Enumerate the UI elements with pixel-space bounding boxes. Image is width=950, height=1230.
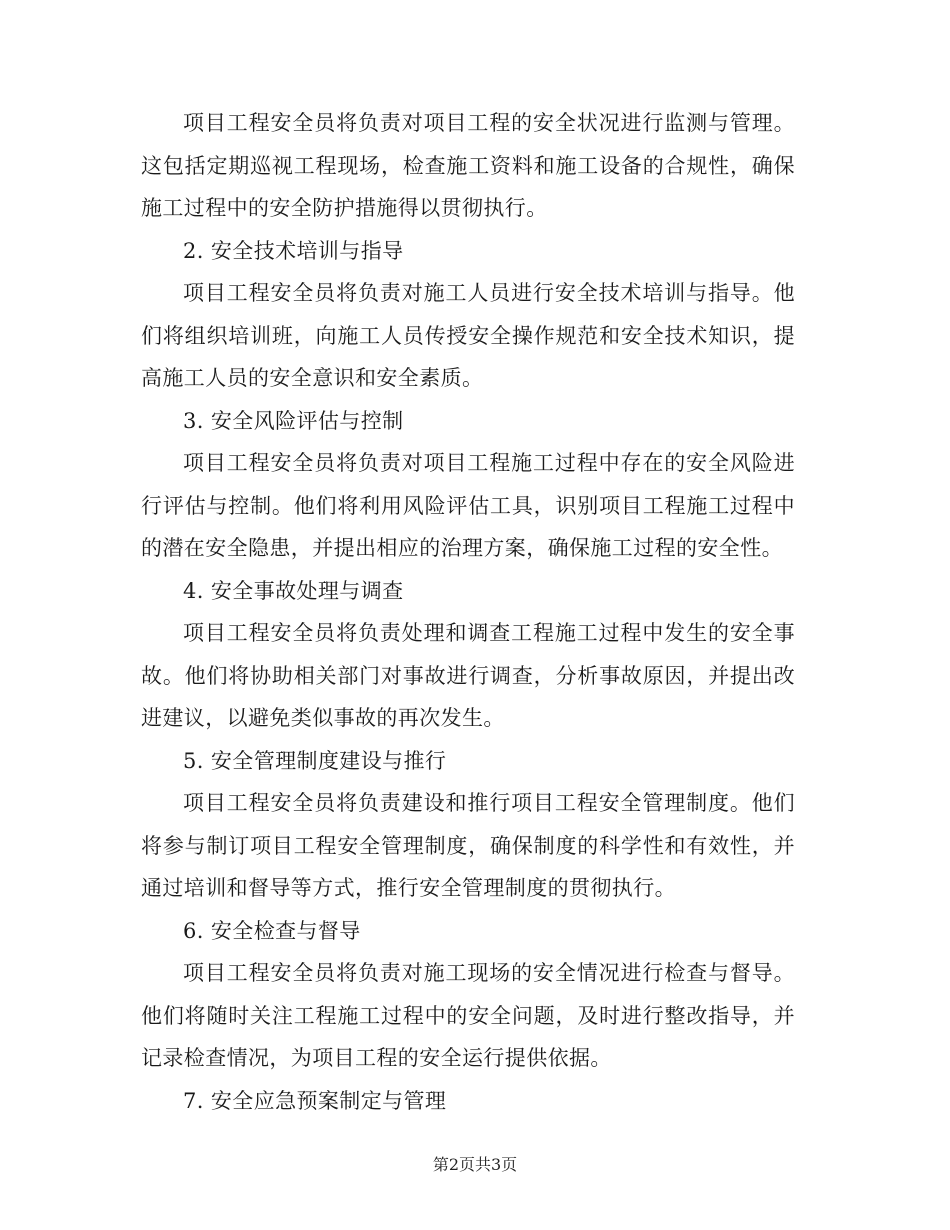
paragraph-management-system: 项目工程安全员将负责建设和推行项目工程安全管理制度。他们将参与制订项目工程安全管理制度，确保制度的科学性和有效性，并通过培训和督导等方式，推行安全管理制度的贯彻执行。 xyxy=(141,791,795,900)
heading-risk-assessment: 3. 安全风险评估与控制 xyxy=(183,408,404,433)
paragraph-risk-assessment: 项目工程安全员将负责对项目工程施工过程中存在的安全风险进行评估与控制。他们将利用风险评估工具，识别项目工程施工过程中的潜在安全隐患，并提出相应的治理方案，确保施工过程的安全性。 xyxy=(141,451,795,560)
paragraph-training: 项目工程安全员将负责对施工人员进行安全技术培训与指导。他们将组织培训班，向施工人员传授安全操作规范和安全技术知识，提高施工人员的安全意识和安全素质。 xyxy=(141,281,795,390)
heading-accident-handling: 4. 安全事故处理与调查 xyxy=(183,578,404,603)
paragraph-accident-handling: 项目工程安全员将负责处理和调查工程施工过程中发生的安全事故。他们将协助相关部门对事故进行调查，分析事故原因，并提出改进建议，以避免类似事故的再次发生。 xyxy=(141,621,795,730)
heading-emergency-plan: 7. 安全应急预案制定与管理 xyxy=(183,1088,447,1113)
paragraph-monitoring: 项目工程安全员将负责对项目工程的安全状况进行监测与管理。这包括定期巡视工程现场，检查施工资料和施工设备的合规性，确保施工过程中的安全防护措施得以贯彻执行。 xyxy=(141,111,795,220)
document-body xyxy=(141,102,795,1122)
heading-management-system: 5. 安全管理制度建设与推行 xyxy=(183,748,447,773)
paragraph-inspection: 项目工程安全员将负责对施工现场的安全情况进行检查与督导。他们将随时关注工程施工过程中的安全问题，及时进行整改指导，并记录检查情况，为项目工程的安全运行提供依据。 xyxy=(141,961,795,1070)
page-number-footer: 第2页共3页 xyxy=(432,1155,518,1174)
heading-inspection: 6. 安全检查与督导 xyxy=(183,918,361,943)
heading-training: 2. 安全技术培训与指导 xyxy=(183,238,404,263)
